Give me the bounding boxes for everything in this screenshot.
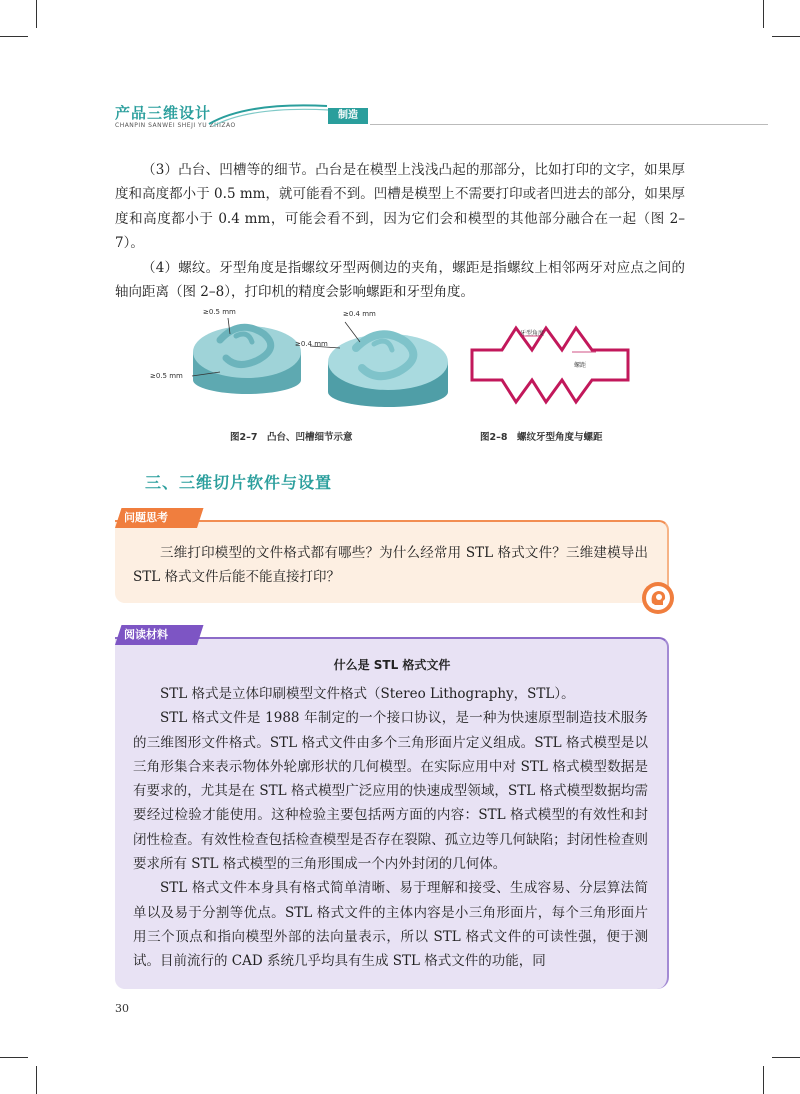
book-title: 产品三维设计 [115,104,212,122]
crop-mark [36,1066,37,1094]
fig28-label-pitch: 螺距 [574,362,587,369]
fig27-label-top-right: ≥0.4 mm [343,310,376,318]
figure-2-7-caption: 图2–7 凸台、凹槽细节示意 [230,432,353,443]
paragraph-thread: （4）螺纹。牙型角度是指螺纹牙型两侧边的夹角，螺距是指螺纹上相邻两牙对应点之间的轴向距离（图 2–8），打印机的精度会影响螺距和牙型角度。 [115,259,685,301]
think-box-text [133,541,648,589]
body-text [115,158,685,304]
reading-box-label: 阅读材料 [124,628,168,641]
fig28-label-angle: 牙型角度 [520,330,545,337]
crop-mark [763,1066,764,1094]
section-heading: 三、三维切片软件与设置 [145,473,333,492]
crop-mark [0,1057,28,1058]
header-tag: 制造 [328,108,368,124]
header-swoosh-icon [207,98,331,128]
reading-paragraph: STL 格式文件是 1988 年制定的一个接口协议，是一种为快速原型制造技术服务的三维图形文件格式。STL 格式文件由多个三角形面片定义组成。STL 格式模型是以三角形集合来表示物体外轮廓形状的几何模型。在实际应用中对 STL 格式模型数据是有要求的，尤其是在 STL 格式模型广泛应用的快速成型领域，STL 格式模型数据均需要经过检验才能使用。这种检验主要包括两方面的内容：STL 格式模型的有效性和封闭性检查。有效性检查包括检查模型是否存在裂隙、孤立边等几何缺陷；封闭性检查则要求所有 STL 格式模型的三角形围成一个内外封闭的几何体。 [133,710,648,873]
think-box-label: 问题思考 [124,511,168,524]
crop-mark [772,36,800,37]
reading-paragraph: STL 格式是立体印刷模型文件格式（Stereo Lithography，STL）。 [160,686,575,702]
head-thinking-icon [641,581,675,615]
fig27-label-top-left: ≥0.5 mm [203,308,236,316]
crop-mark [0,36,28,37]
figure-2-8-caption: 图2–8 螺纹牙型角度与螺距 [480,432,603,443]
running-header [115,98,768,136]
figure-area [140,300,660,450]
reading-box-text [133,682,648,974]
crop-mark [772,1057,800,1058]
think-question: 三维打印模型的文件格式都有哪些？为什么经常用 STL 格式文件？三维建模导出 STL 格式文件后能不能直接打印？ [133,545,648,585]
figure-2-7-illustration [140,300,660,450]
crop-mark [36,0,37,28]
reading-box-title: 什么是 STL 格式文件 [333,658,451,672]
book-title-pinyin: CHANPIN SANWEI SHEJI YU ZHIZAO [115,122,236,129]
crop-mark [763,0,764,28]
fig27-label-mid: ≥0.4 mm [295,340,328,348]
reading-paragraph: STL 格式文件本身具有格式简单清晰、易于理解和接受、生成容易、分层算法简单以及易于分割等优点。STL 格式文件的主体内容是小三角形面片，每个三角形面片用三个顶点和指向模型外部的法向量表示，所以 STL 格式文件的可读性强，便于测试。目前流行的 CAD 系统几乎均具有生成 STL 格式文件的功能，同 [133,880,648,970]
header-rule [370,124,768,125]
paragraph-boss-groove: （3）凸台、凹槽等的细节。凸台是在模型上浅浅凸起的那部分，比如打印的文字，如果厚度和高度都小于 0.5 mm，就可能看不到。凹槽是模型上不需要打印或者凹进去的部分，如果厚度和高度都小于 0.4 mm，可能会看不到，因为它们会和模型的其他部分融合在一起（图 2–7）。 [115,162,685,252]
page-number: 30 [115,1002,129,1015]
fig27-label-left: ≥0.5 mm [150,372,183,380]
